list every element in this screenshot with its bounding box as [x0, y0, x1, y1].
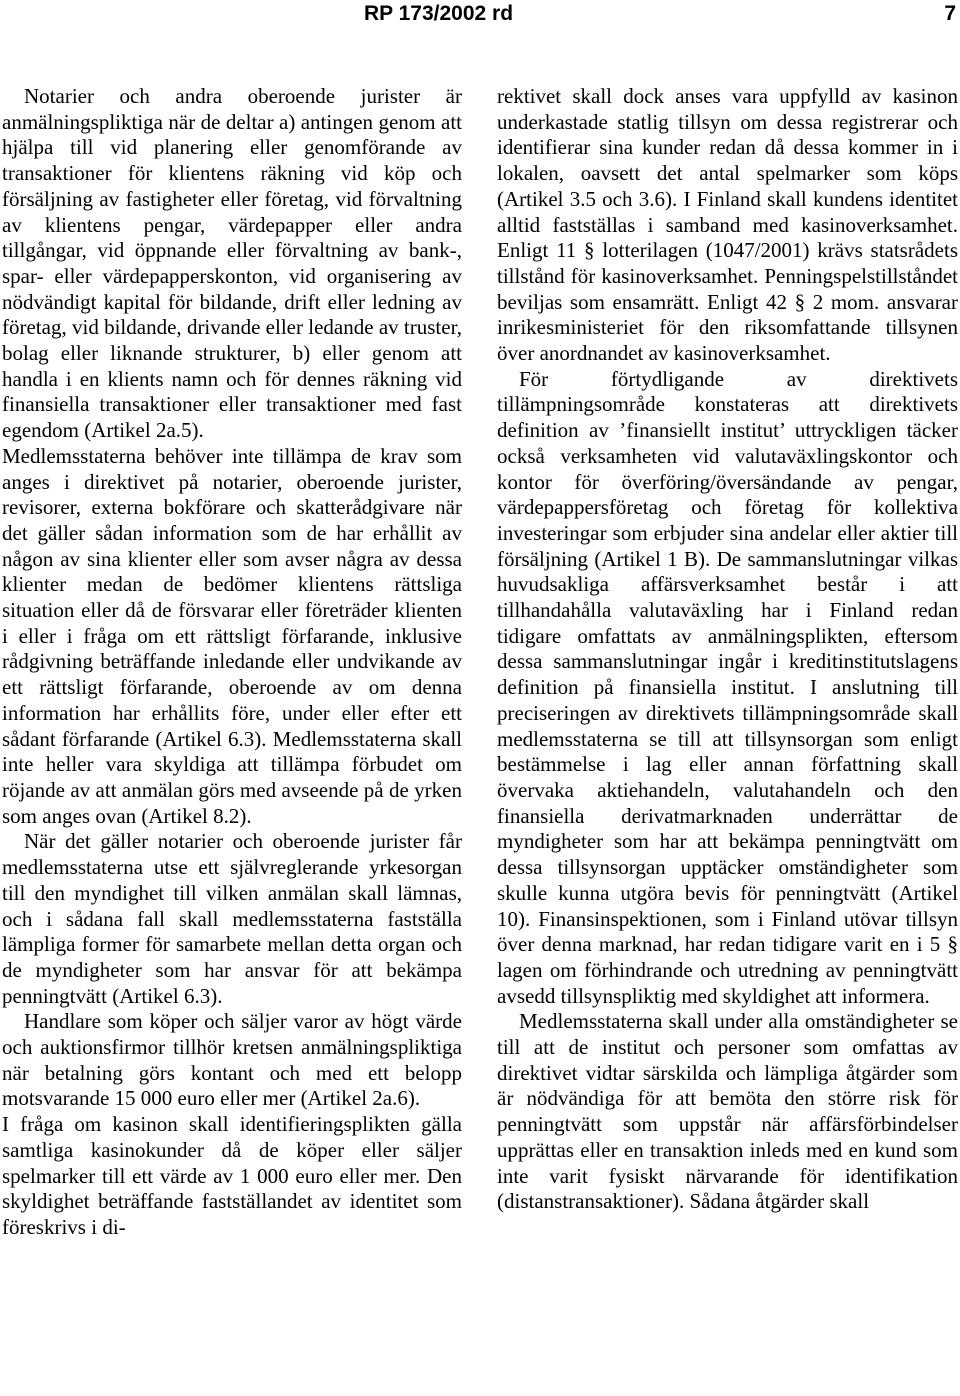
page-number: 7	[944, 2, 956, 25]
page-header	[0, 2, 960, 32]
right-column	[497, 84, 958, 1215]
paragraph-financial-institution-scope: För förtydligande av direktivets tillämpningsområde konstateras att direktivets definition av ’finansiellt institut’ uttryckligen täcker också verksamheten vid valutaväxlingskontor och kontor för överföring/översändande av pengar, värdepappersföretag och företag för kollektiva investeringar som erbjuder sina andelar eller aktier till försäljning (Artikel 1 B). De sammanslutningar vilkas huvudsakliga affärsverksamhet består i att tillhandahålla valutaväxling har i Finland redan tidigare omfattats av anmälningsplikten, eftersom dessa sammanslutningar ingår i kreditinstitutslagens definition på finansiella institut. I anslutning till preciseringen av direktivets tillämpningsområde skall medlemsstaterna se till att tillsynsorgan som enligt bestämmelse i lag eller annan författning skall övervaka aktiehandeln, valutahandeln och den finansiella derivatmarknaden underrättar de myndigheter som har att bekämpa penningtvätt om dessa tillsynsorgan upptäcker omständigheter som skulle kunna utgöra bevis för penningtvätt (Artikel 10). Finansinspektionen, som i Finland utövar tillsyn över denna marknad, har redan tidigare varit en i 5 § lagen om förhindrande och utredning av penningtvätt avsedd tillsynspliktig med skyldighet att informera.	[497, 366, 958, 1008]
paragraph-high-value-dealers: Handlare som köper och säljer varor av högt värde och auktionsfirmor tillhör kretsen anmälningspliktiga när betalning görs kontant och med ett belopp motsvarande 15 000 euro eller mer (Artikel 2a.6).	[2, 1009, 462, 1111]
paragraph-member-states-exemption: Medlemsstaterna behöver inte tillämpa de krav som anges i direktivet på notarier, oberoende jurister, revisorer, externa bokförare och skatterådgivare när det gäller sådan information som de har erhållit av någon av sina klienter eller som avser några av dessa klienter medan de bedömer klientens rättsliga situation eller då de försvarar eller företräder klienten i eller i fråga om ett rättsligt förfarande, inklusive rådgivning beträffande inledande eller undvikande av ett rättsligt förfarande, oberoende av om denna information har erhållits före, under eller efter ett sådant förfarande (Artikel 6.3). Medlemsstaterna skall inte heller vara skyldiga att tillämpa förbudet om röjande av att anmälan görs med avseende på de yrken som anges ovan (Artikel 8.2).	[2, 443, 462, 828]
paragraph-notaries: Notarier och andra oberoende jurister är anmälningspliktiga när de deltar a) antingen genom att hjälpa till vid planering eller genomförande av transaktioner för klientens räkning vid köp och försäljning av fastigheter eller företag, vid förvaltning av klientens pengar, värdepapper eller andra tillgångar, vid öppnande eller förvaltning av bank-, spar- eller värdepapperskonton, vid organisering av nödvändigt kapital för bildande, drift eller ledning av företag, vid bildande, drivande eller ledande av truster, bolag eller liknande strukturer, b) eller genom att handla i en klients namn och för dennes räkning vid finansiella transaktioner eller transaktioner med fast egendom (Artikel 2a.5).	[2, 84, 462, 443]
document-reference: RP 173/2002 rd	[364, 2, 514, 25]
paragraph-distance-transactions: Medlemsstaterna skall under alla omständigheter se till att de institut och personer som omfattas av direktivet vidtar särskilda och lämpliga åtgärder som är nödvändiga för att bemöta den större risk för penningtvätt som uppstår när affärsförbindelser upprättas eller en transaktion inleds med en kund som inte varit fysiskt närvarande för identifikation (distanstransaktioner). Sådana åtgärder skall	[497, 1009, 958, 1214]
left-column	[2, 84, 462, 1241]
paragraph-self-regulatory-body: När det gäller notarier och oberoende jurister får medlemsstaterna utse ett självreglerande yrkesorgan till den myndighet till vilken anmälan skall lämnas, och i sådana fall skall medlemsstaterna fastställa lämpliga former för samarbete mellan detta organ och de myndigheter som har ansvar för att bekämpa penningtvätt (Artikel 6.3).	[2, 829, 462, 1008]
paragraph-casino-continuation: rektivet skall dock anses vara uppfylld av kasinon underkastade statlig tillsyn om dessa registrerar och identifierar sina kunder redan då dessa kommer in i lokalen, oavsett det antal spelmarker som köps (Artikel 3.5 och 3.6). I Finland skall kundens identitet alltid fastställas i samband med kasinoverksamhet. Enligt 11 § lotterilagen (1047/2001) krävs statsrådets tillstånd för kasinoverksamhet. Penningspelstillståndet beviljas som ensamrätt. Enligt 42 § 2 mom. ansvarar inrikesministeriet för den riksomfattande tillsynen över anordnandet av kasinoverksamhet.	[497, 84, 958, 366]
paragraph-casinos: I fråga om kasinon skall identifieringsplikten gälla samtliga kasinokunder då de köper eller säljer spelmarker till ett värde av 1 000 euro eller mer. Den skyldighet beträffande fastställandet av identitet som föreskrivs i di-	[2, 1112, 462, 1239]
